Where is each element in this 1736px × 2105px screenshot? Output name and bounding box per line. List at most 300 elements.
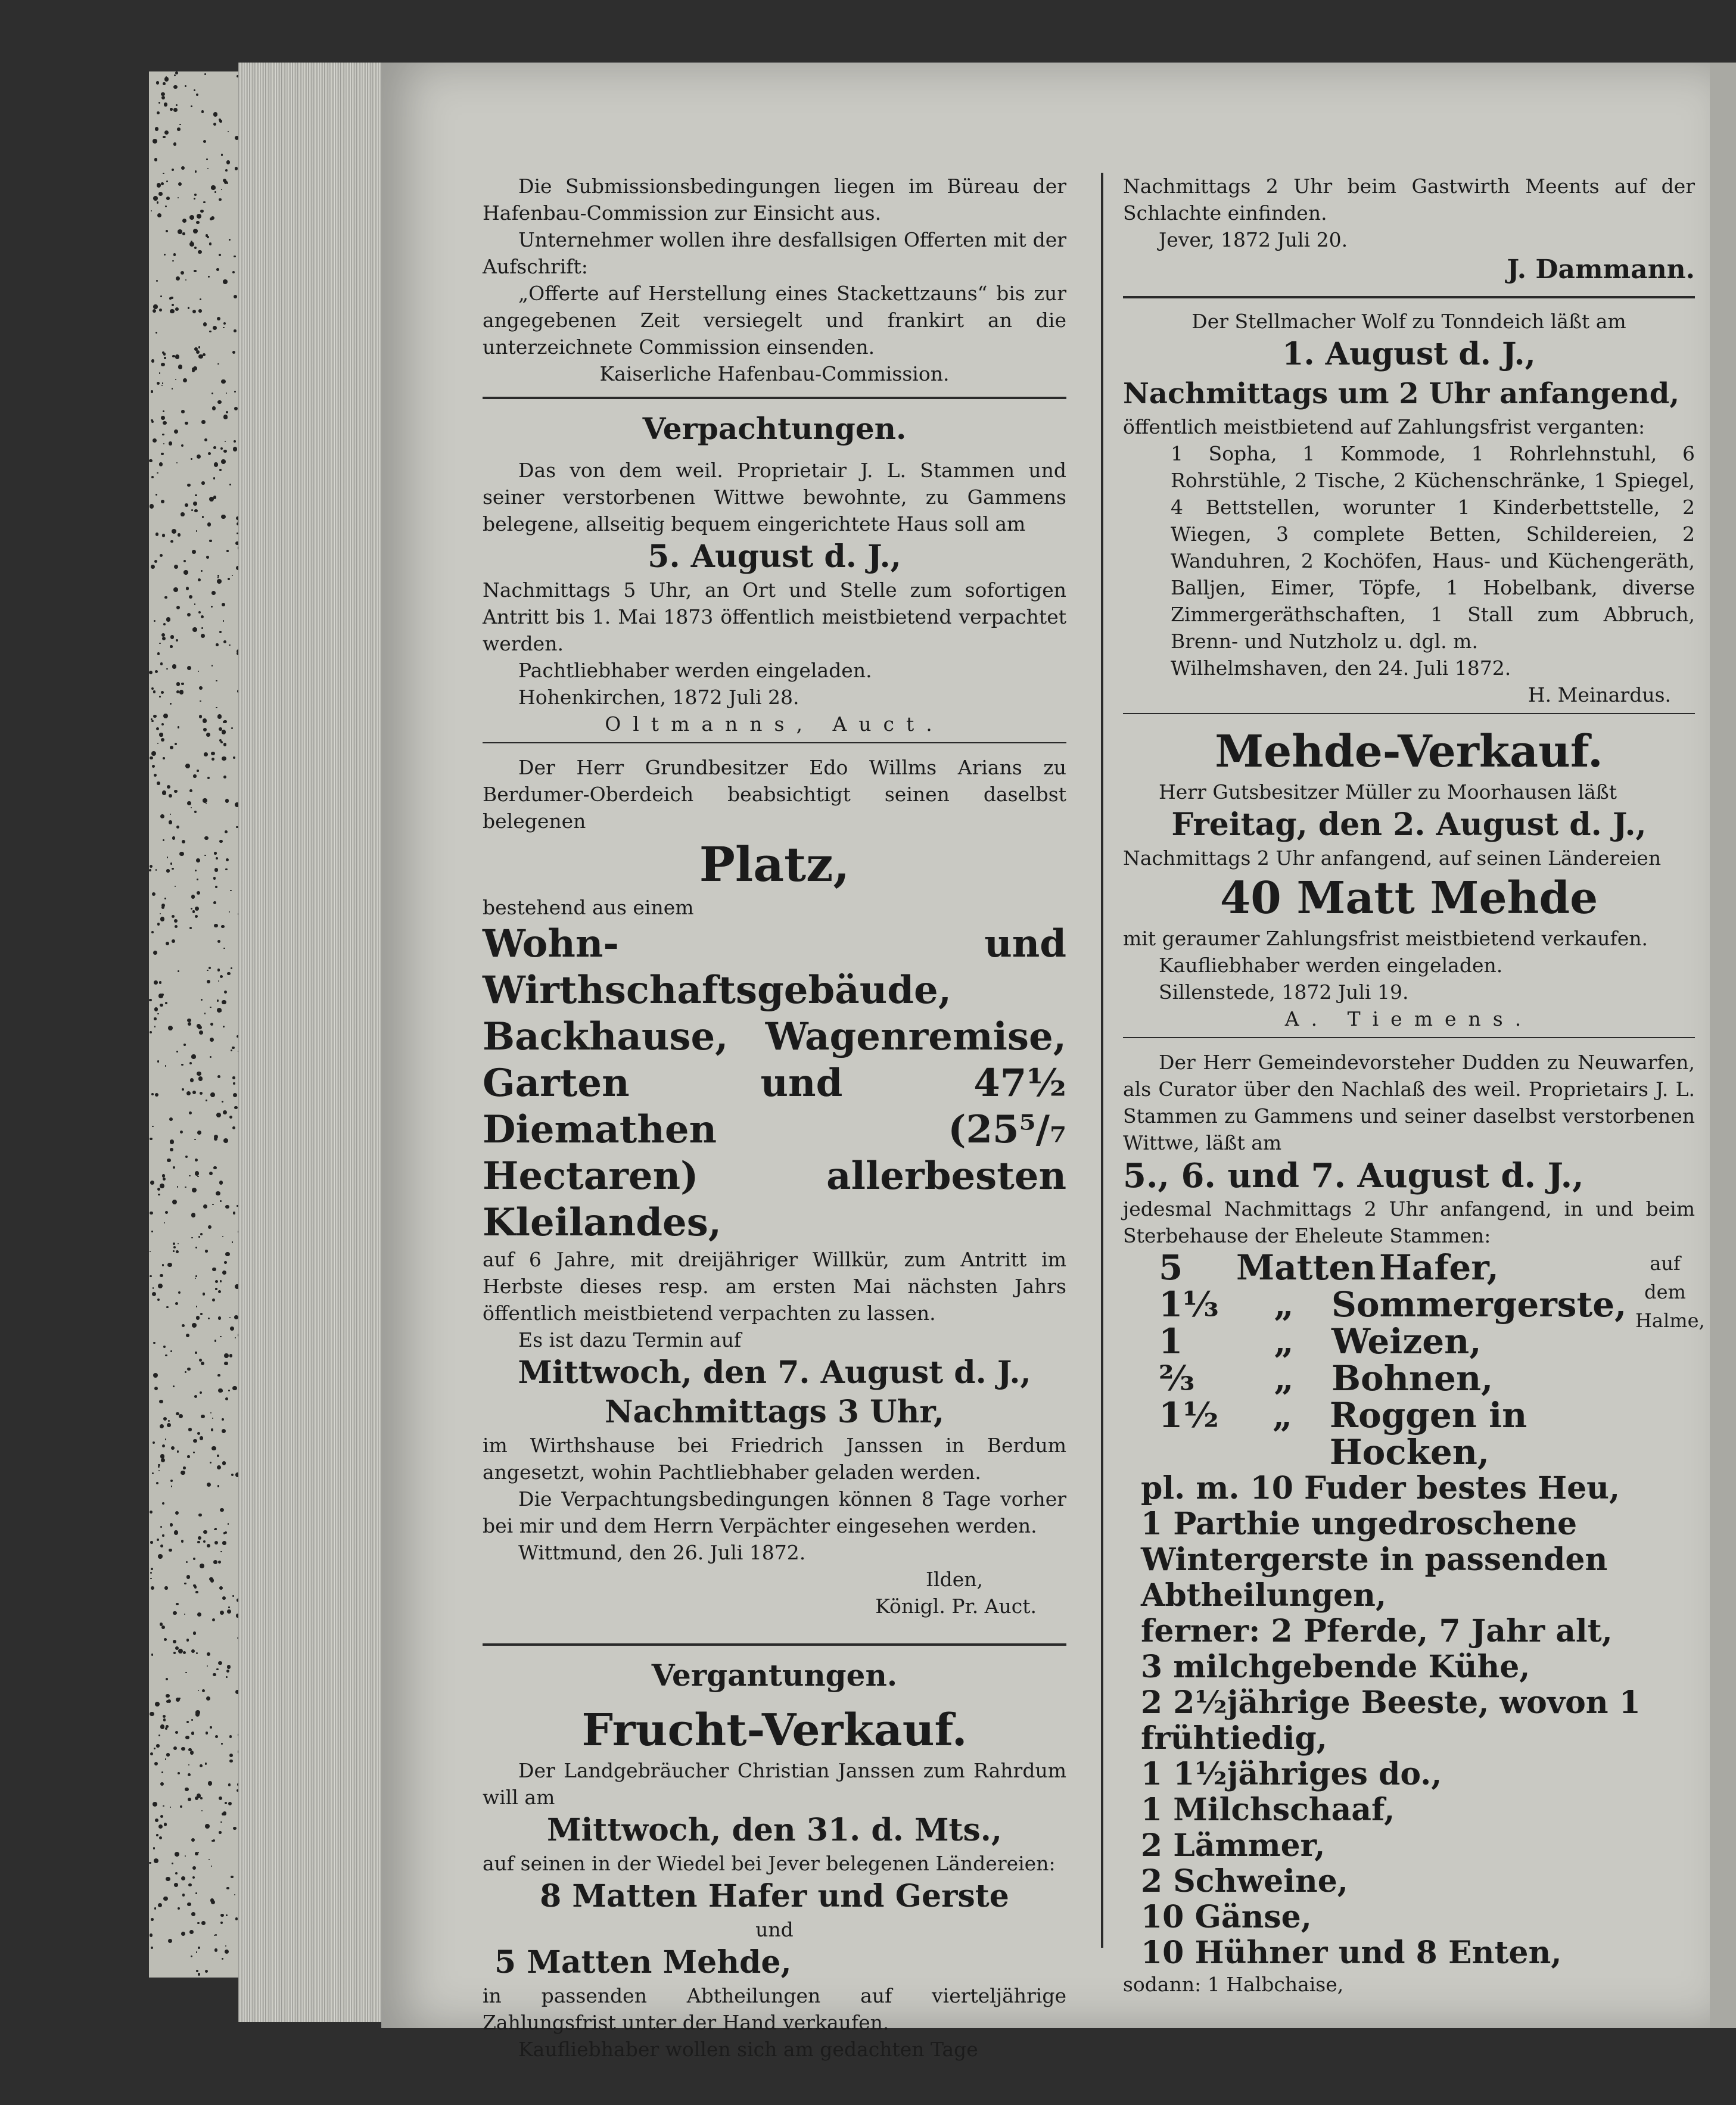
speckle-dot bbox=[151, 720, 153, 722]
speckle-dot bbox=[172, 260, 173, 261]
notice-headline: Frucht-Verkauf. bbox=[581, 1705, 967, 1756]
speckle-dot bbox=[157, 743, 158, 744]
speckle-dot bbox=[163, 839, 164, 841]
speckle-dot bbox=[166, 230, 168, 232]
speckle-dot bbox=[208, 452, 211, 455]
speckle-dot bbox=[232, 1076, 235, 1079]
speckle-dot bbox=[174, 565, 178, 569]
speckle-dot bbox=[157, 472, 158, 474]
goods-item: pl. m. 10 Fuder bestes Heu, bbox=[1141, 1470, 1620, 1506]
speckle-dot bbox=[222, 730, 226, 734]
speckle-dot bbox=[209, 331, 211, 332]
notice-time: Nachmittags um 2 Uhr anfangend, bbox=[1123, 377, 1680, 410]
speckle-dot bbox=[224, 1261, 227, 1264]
speckle-dot bbox=[157, 1188, 160, 1191]
speckle-dot bbox=[179, 690, 184, 695]
speckle-dot bbox=[208, 1318, 210, 1319]
goods-item: ferner: 2 Pferde, 7 Jahr alt, bbox=[1141, 1613, 1613, 1649]
speckle-dot bbox=[174, 429, 179, 434]
speckle-dot bbox=[187, 1902, 191, 1906]
speckle-dot bbox=[173, 1243, 176, 1245]
speckle-dot bbox=[207, 1483, 211, 1487]
speckle-dot bbox=[154, 1748, 155, 1749]
speckle-dot bbox=[155, 533, 159, 536]
speckle-dot bbox=[174, 790, 177, 793]
speckle-dot bbox=[153, 715, 157, 718]
speckle-dot bbox=[189, 215, 194, 220]
notice-rule bbox=[483, 742, 1066, 743]
speckle-dot bbox=[150, 1138, 152, 1140]
speckle-dot bbox=[149, 869, 151, 871]
speckle-dot bbox=[195, 494, 197, 497]
speckle-dot bbox=[170, 814, 171, 815]
speckle-dot bbox=[151, 751, 156, 756]
speckle-dot bbox=[187, 666, 191, 670]
speckle-dot bbox=[170, 309, 175, 314]
speckle-dot bbox=[228, 131, 229, 132]
speckle-dot bbox=[175, 886, 176, 887]
speckle-dot bbox=[206, 556, 209, 559]
speckle-dot bbox=[229, 1354, 233, 1357]
speckle-dot bbox=[160, 1782, 164, 1786]
speckle-dot bbox=[200, 1092, 203, 1095]
speckle-dot bbox=[167, 857, 168, 858]
speckle-dot bbox=[198, 1236, 200, 1237]
speckle-dot bbox=[223, 743, 227, 746]
speckle-dot bbox=[210, 1412, 211, 1413]
speckle-dot bbox=[232, 351, 235, 354]
section-rule bbox=[1123, 296, 1695, 298]
speckle-dot bbox=[230, 1326, 234, 1331]
notice-text: Der Herr Gemeindevorsteher Dudden zu Neuwarfen, als Curator über den Nachlaß des weil. Proprietairs J. L. Stammen zu Gammens und seiner daselbst verstorbenen Wittwe, läßt am bbox=[1123, 1051, 1695, 1154]
speckle-dot bbox=[157, 1539, 159, 1541]
speckle-dot bbox=[163, 136, 166, 139]
goods-row: ⅔ „ Bohnen, bbox=[1159, 1358, 1494, 1399]
speckle-dot bbox=[161, 738, 164, 742]
speckle-dot bbox=[219, 631, 222, 633]
intro-paragraph: Unternehmer wollen ihre desfallsigen Offerten mit der Aufschrift: bbox=[483, 228, 1066, 278]
speckle-dot bbox=[172, 388, 173, 390]
speckle-dot bbox=[221, 379, 226, 384]
speckle-dot bbox=[222, 756, 226, 761]
speckle-dot bbox=[217, 317, 220, 320]
speckle-dot bbox=[173, 1640, 176, 1643]
speckle-dot bbox=[220, 1508, 223, 1512]
speckle-dot bbox=[189, 242, 194, 247]
speckle-dot bbox=[211, 665, 213, 666]
speckle-dot bbox=[181, 1540, 184, 1543]
speckle-dot bbox=[157, 1013, 158, 1014]
speckle-dot bbox=[191, 1237, 192, 1238]
speckle-dot bbox=[194, 1139, 196, 1141]
speckle-dot bbox=[191, 807, 192, 808]
speckle-dot bbox=[157, 213, 161, 217]
speckle-dot bbox=[193, 1439, 197, 1443]
goods-row: 1 „ Weizen, bbox=[1159, 1321, 1482, 1362]
speckle-dot bbox=[206, 1100, 207, 1101]
speckle-dot bbox=[192, 1876, 195, 1879]
speckle-dot bbox=[212, 1418, 213, 1419]
speckle-dot bbox=[209, 242, 212, 245]
speckle-dot bbox=[229, 1754, 233, 1757]
speckle-dot bbox=[194, 247, 197, 249]
speckle-dot bbox=[154, 158, 157, 161]
speckle-dot bbox=[187, 1455, 189, 1458]
speckle-dot bbox=[173, 1385, 175, 1387]
speckle-dot bbox=[150, 1933, 153, 1937]
speckle-dot bbox=[151, 1093, 154, 1095]
speckle-dot bbox=[161, 994, 164, 996]
speckle-dot bbox=[166, 869, 169, 872]
notice-text: Kaufliebhaber wollen sich am gedachten Tage bbox=[518, 2038, 978, 2061]
speckle-dot bbox=[214, 1137, 217, 1141]
speckle-dot bbox=[220, 1922, 223, 1924]
speckle-dot bbox=[153, 139, 157, 144]
brace-note: auf dem Halme, bbox=[1635, 1252, 1705, 1332]
speckle-dot bbox=[163, 1897, 167, 1901]
speckle-dot bbox=[215, 1735, 218, 1738]
speckle-dot bbox=[158, 1824, 163, 1829]
speckle-dot bbox=[211, 606, 213, 608]
speckle-dot bbox=[217, 363, 219, 365]
book-page-edges bbox=[238, 63, 387, 2022]
speckle-dot bbox=[151, 390, 153, 393]
speckle-dot bbox=[153, 1802, 157, 1807]
speckle-dot bbox=[160, 1184, 164, 1188]
speckle-dot bbox=[164, 130, 169, 135]
speckle-dot bbox=[163, 1346, 166, 1348]
speckle-dot bbox=[179, 1698, 181, 1700]
speckle-dot bbox=[220, 1336, 222, 1338]
speckle-dot bbox=[219, 1831, 222, 1834]
speckle-dot bbox=[151, 359, 155, 363]
speckle-dot bbox=[167, 785, 170, 789]
speckle-dot bbox=[162, 1264, 164, 1266]
speckle-dot bbox=[175, 925, 178, 928]
facing-page-edge bbox=[1710, 63, 1736, 2028]
speckle-dot bbox=[154, 1907, 156, 1909]
speckle-dot bbox=[202, 1689, 205, 1692]
speckle-dot bbox=[189, 1111, 192, 1114]
speckle-dot bbox=[207, 168, 209, 169]
speckle-dot bbox=[228, 1802, 232, 1806]
speckle-dot bbox=[229, 1760, 232, 1763]
speckle-dot bbox=[183, 570, 188, 575]
speckle-dot bbox=[157, 1299, 160, 1301]
speckle-dot bbox=[220, 1200, 222, 1202]
speckle-dot bbox=[151, 1586, 154, 1590]
speckle-dot bbox=[151, 421, 154, 423]
speckle-dot bbox=[173, 1652, 176, 1654]
speckle-dot bbox=[170, 1523, 173, 1526]
speckle-dot bbox=[185, 1187, 186, 1188]
speckle-dot bbox=[201, 481, 205, 485]
notice-signature: A. Tiemens. bbox=[1284, 1007, 1533, 1030]
speckle-dot bbox=[212, 406, 216, 410]
speckle-dot bbox=[160, 1724, 164, 1729]
speckle-dot bbox=[219, 469, 222, 471]
speckle-dot bbox=[229, 1116, 232, 1119]
speckle-dot bbox=[150, 1712, 154, 1717]
speckle-dot bbox=[214, 924, 217, 927]
speckle-dot bbox=[195, 870, 197, 871]
notice-date: 1. August d. J., bbox=[1282, 336, 1536, 372]
speckle-dot bbox=[164, 898, 166, 899]
speckle-dot bbox=[210, 1056, 211, 1058]
section-heading: Verpachtungen. bbox=[642, 411, 907, 446]
speckle-dot bbox=[160, 295, 162, 297]
speckle-dot bbox=[203, 798, 207, 802]
speckle-dot bbox=[163, 443, 164, 444]
speckle-dot bbox=[209, 1859, 210, 1861]
speckle-dot bbox=[166, 1694, 169, 1698]
speckle-dot bbox=[222, 1000, 226, 1004]
speckle-dot bbox=[167, 1263, 172, 1268]
speckle-dot bbox=[187, 801, 191, 805]
speckle-dot bbox=[196, 1306, 198, 1307]
speckle-dot bbox=[213, 326, 217, 330]
speckle-dot bbox=[200, 1391, 202, 1394]
speckle-dot bbox=[157, 201, 158, 203]
speckle-dot bbox=[232, 1595, 234, 1596]
speckle-dot bbox=[204, 752, 208, 756]
speckle-dot bbox=[156, 1834, 158, 1836]
speckle-dot bbox=[221, 925, 225, 929]
speckle-dot bbox=[159, 696, 161, 697]
speckle-dot bbox=[170, 108, 173, 111]
speckle-dot bbox=[174, 74, 176, 76]
speckle-dot bbox=[232, 1241, 234, 1243]
speckle-dot bbox=[196, 1970, 198, 1972]
speckle-dot bbox=[155, 1702, 160, 1707]
speckle-dot bbox=[203, 718, 207, 723]
speckle-dot bbox=[207, 522, 211, 527]
speckle-dot bbox=[163, 353, 166, 355]
speckle-dot bbox=[157, 652, 160, 655]
speckle-dot bbox=[204, 73, 206, 75]
speckle-dot bbox=[161, 691, 164, 694]
speckle-dot bbox=[172, 304, 174, 306]
speckle-dot bbox=[184, 1583, 186, 1585]
speckle-dot bbox=[234, 256, 235, 257]
speckle-dot bbox=[160, 554, 163, 557]
speckle-dot bbox=[220, 1611, 224, 1615]
book-cover-speckle bbox=[149, 71, 244, 1978]
speckle-dot bbox=[151, 687, 154, 690]
speckle-dot bbox=[155, 332, 157, 334]
speckle-dot bbox=[157, 781, 160, 784]
speckle-dot bbox=[174, 919, 178, 923]
speckle-dot bbox=[206, 234, 208, 236]
speckle-dot bbox=[164, 77, 169, 81]
speckle-dot bbox=[158, 1735, 160, 1736]
speckle-dot bbox=[153, 196, 158, 201]
speckle-dot bbox=[212, 1299, 215, 1301]
speckle-dot bbox=[169, 820, 172, 824]
speckle-dot bbox=[215, 1934, 217, 1936]
speckle-dot bbox=[218, 1290, 221, 1293]
speckle-dot bbox=[167, 1159, 171, 1163]
speckle-dot bbox=[223, 620, 225, 622]
notice-headline: Mehde-Verkauf. bbox=[1215, 726, 1603, 777]
speckle-dot bbox=[172, 836, 175, 839]
speckle-dot bbox=[196, 530, 197, 531]
speckle-dot bbox=[175, 1852, 179, 1857]
notice-item: 40 Matt Mehde bbox=[1219, 873, 1598, 924]
speckle-dot bbox=[163, 173, 164, 175]
speckle-dot bbox=[170, 1480, 173, 1482]
speckle-dot bbox=[233, 447, 238, 451]
speckle-dot bbox=[166, 1753, 169, 1756]
speckle-dot bbox=[231, 1876, 233, 1878]
speckle-dot bbox=[227, 972, 231, 976]
speckle-dot bbox=[179, 852, 183, 856]
speckle-dot bbox=[222, 1101, 223, 1103]
goods-item: 1 1½jähriges do., bbox=[1141, 1756, 1442, 1792]
speckle-dot bbox=[233, 1093, 237, 1097]
speckle-dot bbox=[151, 1231, 153, 1232]
speckle-dot bbox=[200, 1564, 204, 1568]
speckle-dot bbox=[201, 634, 205, 638]
speckle-dot bbox=[229, 239, 231, 241]
speckle-dot bbox=[164, 1586, 167, 1589]
speckle-dot bbox=[228, 1523, 229, 1525]
speckle-dot bbox=[151, 1918, 154, 1921]
speckle-dot bbox=[191, 1838, 195, 1842]
notice-place-date: Wittmund, den 26. Juli 1872. bbox=[518, 1541, 806, 1564]
speckle-dot bbox=[150, 1031, 152, 1033]
speckle-dot bbox=[225, 1205, 229, 1209]
speckle-dot bbox=[177, 1186, 179, 1188]
speckle-dot bbox=[160, 662, 163, 665]
speckle-dot bbox=[154, 1026, 156, 1027]
speckle-dot bbox=[150, 1212, 153, 1215]
speckle-dot bbox=[220, 975, 223, 978]
speckle-dot bbox=[175, 1302, 178, 1305]
speckle-dot bbox=[192, 1323, 197, 1328]
speckle-dot bbox=[193, 366, 197, 370]
speckle-dot bbox=[198, 1514, 202, 1517]
notice-place-date: Jever, 1872 Juli 20. bbox=[1159, 228, 1348, 251]
speckle-dot bbox=[193, 1631, 196, 1634]
section-rule bbox=[483, 397, 1066, 399]
speckle-dot bbox=[219, 840, 222, 843]
speckle-dot bbox=[196, 1316, 200, 1319]
speckle-dot bbox=[164, 596, 167, 599]
intro-signature: Kaiserliche Hafenbau-Commission. bbox=[599, 362, 950, 385]
speckle-dot bbox=[153, 1373, 158, 1378]
speckle-dot bbox=[158, 1903, 162, 1907]
speckle-dot bbox=[182, 1088, 184, 1091]
speckle-dot bbox=[223, 948, 225, 949]
speckle-dot bbox=[177, 127, 181, 131]
speckle-dot bbox=[216, 707, 217, 708]
speckle-dot bbox=[217, 1485, 219, 1487]
speckle-dot bbox=[227, 182, 228, 183]
notice-text: auf seinen in der Wiedel bei Jever belegenen Ländereien: bbox=[483, 1852, 1056, 1875]
speckle-dot bbox=[218, 1316, 221, 1319]
speckle-dot bbox=[166, 1877, 170, 1881]
speckle-dot bbox=[233, 1212, 235, 1214]
speckle-dot bbox=[188, 307, 190, 309]
speckle-dot bbox=[206, 733, 210, 737]
speckle-dot bbox=[150, 1578, 151, 1579]
speckle-dot bbox=[207, 970, 208, 971]
speckle-dot bbox=[166, 1725, 169, 1728]
speckle-dot bbox=[229, 484, 231, 485]
speckle-dot bbox=[151, 931, 154, 933]
speckle-dot bbox=[181, 1932, 185, 1936]
speckle-dot bbox=[217, 579, 222, 584]
speckle-dot bbox=[232, 1047, 235, 1050]
speckle-dot bbox=[167, 1423, 172, 1428]
speckle-dot bbox=[163, 1718, 166, 1721]
speckle-dot bbox=[188, 1428, 191, 1431]
speckle-dot bbox=[193, 1558, 195, 1560]
speckle-dot bbox=[161, 96, 165, 99]
speckle-dot bbox=[156, 727, 159, 730]
speckle-dot bbox=[186, 1561, 188, 1564]
speckle-dot bbox=[198, 1076, 203, 1081]
speckle-dot bbox=[197, 891, 200, 895]
speckle-dot bbox=[161, 182, 164, 185]
speckle-dot bbox=[195, 1892, 197, 1894]
speckle-dot bbox=[225, 830, 228, 833]
speckle-dot bbox=[163, 1417, 167, 1421]
speckle-dot bbox=[176, 606, 180, 609]
speckle-dot bbox=[173, 1166, 175, 1169]
speckle-dot bbox=[213, 477, 216, 479]
speckle-dot bbox=[194, 1395, 197, 1398]
speckle-dot bbox=[166, 197, 170, 200]
speckle-dot bbox=[192, 1866, 196, 1870]
speckle-dot bbox=[193, 229, 197, 233]
speckle-dot bbox=[191, 458, 192, 459]
speckle-dot bbox=[195, 915, 198, 918]
speckle-dot bbox=[223, 450, 227, 453]
speckle-dot bbox=[217, 1374, 220, 1377]
speckle-dot bbox=[217, 969, 220, 971]
speckle-dot bbox=[151, 476, 154, 478]
speckle-dot bbox=[199, 686, 203, 690]
speckle-dot bbox=[173, 1746, 177, 1750]
speckle-dot bbox=[160, 913, 161, 914]
speckle-dot bbox=[158, 1284, 163, 1288]
speckle-dot bbox=[164, 357, 166, 359]
speckle-dot bbox=[152, 1126, 154, 1128]
speckle-dot bbox=[201, 420, 206, 424]
speckle-dot bbox=[157, 111, 160, 114]
speckle-dot bbox=[176, 104, 178, 107]
speckle-dot bbox=[179, 124, 181, 125]
speckle-dot bbox=[225, 169, 228, 172]
speckle-dot bbox=[172, 915, 175, 918]
speckle-dot bbox=[160, 1274, 163, 1278]
speckle-dot bbox=[155, 127, 158, 130]
speckle-dot bbox=[200, 700, 201, 702]
speckle-dot bbox=[225, 441, 226, 442]
speckle-dot bbox=[202, 516, 204, 518]
speckle-dot bbox=[190, 1751, 194, 1754]
speckle-dot bbox=[232, 271, 235, 273]
speckle-dot bbox=[181, 1064, 183, 1066]
speckle-dot bbox=[181, 1471, 185, 1475]
speckle-dot bbox=[180, 1131, 183, 1134]
speckle-dot bbox=[233, 756, 235, 759]
speckle-dot bbox=[150, 1541, 153, 1543]
speckle-dot bbox=[156, 1482, 158, 1484]
speckle-dot bbox=[216, 268, 219, 271]
